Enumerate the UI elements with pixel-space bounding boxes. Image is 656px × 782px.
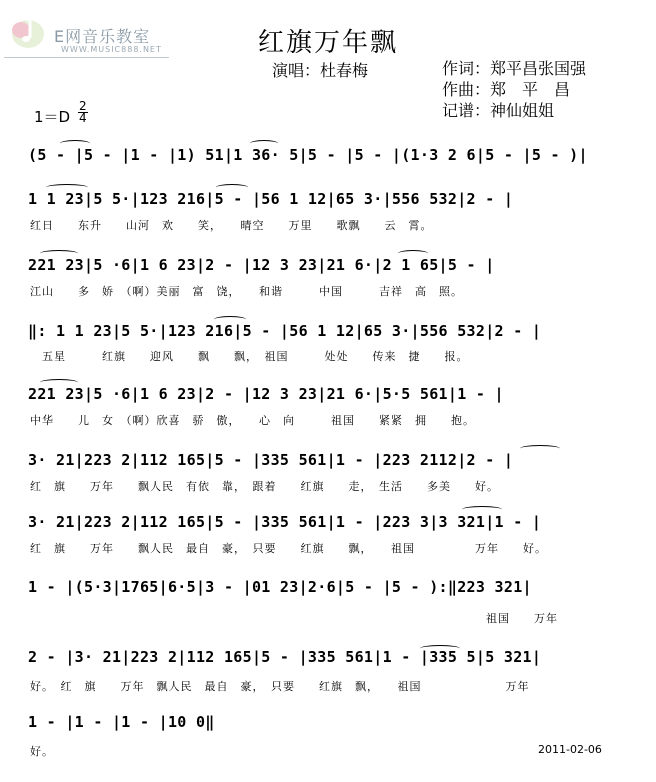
lyric-line-7: 红 旗 万年 飘人民 最自 豪， 只要 红旗 飘， 祖国 万年 好。 (30, 542, 547, 555)
slur-mark (60, 140, 90, 147)
slur-mark (46, 184, 88, 191)
music-line-6: 3· 21|223 2|112 165|5 - |335 561|1 - |223 2112|2 - | (28, 451, 514, 469)
slur-mark (420, 645, 460, 652)
slur-mark (40, 379, 78, 386)
music-line-5: 221 23|5 ·6|1 6 23|2 - |12 3 23|21 6·|5·5 561|1 - | (28, 385, 504, 403)
time-signature-bottom: 4 (79, 111, 87, 125)
slur-mark (214, 316, 246, 323)
site-url[interactable]: WWW.MUSIC888.NET (61, 45, 162, 54)
singer-credit: 演唱：杜春梅 (272, 61, 369, 80)
slur-mark (250, 140, 278, 147)
time-signature (78, 101, 88, 124)
music-line-1: (5 - |5 - |1 - |1) 51|1 36· 5|5 - |5 - |(1·3 2 6|5 - |5 - )| (28, 146, 588, 164)
lyric-line-8: 祖国 万年 (30, 612, 558, 625)
lyric-line-9: 好。 红 旗 万年 飘人民 最自 豪， 只要 红旗 飘， 祖国 万年 (30, 680, 530, 693)
lyric-line-6: 红 旗 万年 飘人民 有依 靠， 跟着 红旗 走， 生活 多美 好。 (30, 480, 499, 493)
slur-mark (398, 250, 428, 257)
slur-mark (40, 250, 78, 257)
slur-mark (462, 506, 502, 513)
music-line-9: 2 - |3· 21|223 2|112 165|5 - |335 561|1 - |335 5|5 321| (28, 648, 542, 666)
lyric-line-4: 五星 红旗 迎风 飘 飘， 祖国 处处 传来 捷 报。 (30, 350, 469, 363)
music-line-3: 221 23|5 ·6|1 6 23|2 - |12 3 23|21 6·|2 1 65|5 - | (28, 256, 495, 274)
song-title: 红旗万年飘 (257, 28, 398, 58)
lyric-line-5: 中华 儿 女 （啊）欣喜 骄 傲， 心 向 祖国 紧紧 拥 抱。 (30, 414, 475, 427)
slur-mark (216, 184, 248, 191)
music-line-10: 1 - |1 - |1 - |10 0‖ (28, 713, 215, 731)
music-line-8: 1 - |(5·3|1765|6·5|3 - |01 23|2·6|5 - |5 - ):‖223 321| (28, 578, 532, 596)
music-line-2: 1 1 23|5 5·|123 216|5 - |56 1 12|65 3·|556 532|2 - | (28, 190, 514, 208)
lyric-line-3: 江山 多 娇 （啊）美丽 富 饶， 和谐 中国 吉祥 高 照。 (30, 285, 463, 298)
music-line-4: ‖: 1 1 23|5 5·|123 216|5 - |56 1 12|65 3·|556 532|2 - | (28, 322, 542, 340)
lyric-line-10: 好。 (30, 745, 54, 758)
transcription-date: 2011-02-06 (538, 743, 602, 756)
key-signature: 1＝D (34, 108, 71, 126)
author-credits: 作词：郑平昌张国强 作曲：郑 平 昌 记谱：神仙姐姐 (442, 59, 587, 120)
lyric-line-2: 红日 东升 山河 欢 笑， 晴空 万里 歌飘 云 霄。 (30, 219, 433, 232)
slur-mark (520, 445, 560, 452)
time-signature-top: 2 (79, 99, 87, 113)
site-name: E网音乐教室 (54, 27, 151, 46)
music-line-7: 3· 21|223 2|112 165|5 - |335 561|1 - |223 3|3 321|1 - | (28, 513, 542, 531)
